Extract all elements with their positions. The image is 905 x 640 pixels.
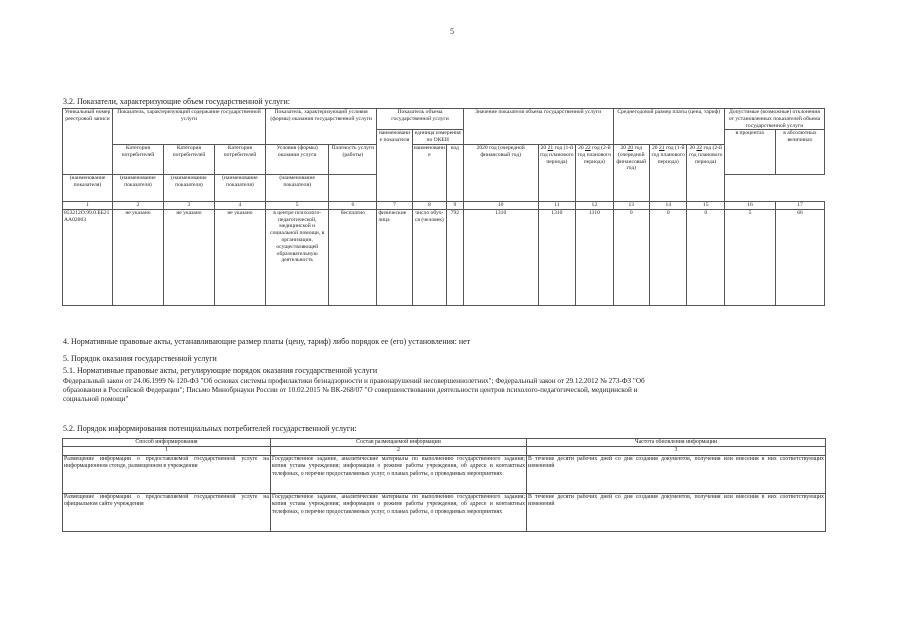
- cell-frequency: В течение десяти рабочих дней со дня создания документов, получения или внесения в них соответствующих изменений: [527, 455, 826, 493]
- header-fee-current: 20 20 год (очередной финансовый год): [613, 144, 649, 201]
- header-payment: Платность услуги (работы): [329, 144, 377, 174]
- header-ind-name-3: (наименование показателя): [163, 174, 214, 201]
- cell-cat2: не указано: [163, 209, 214, 305]
- cell-fee-2021: 0: [650, 209, 687, 305]
- cell-payment: бесплатно: [329, 209, 377, 305]
- col-num: 2: [271, 447, 527, 455]
- header-ind-name-2: (наименование показателя): [112, 174, 163, 201]
- col-num: 10: [463, 201, 538, 209]
- header-content: Состав размещаемой информации: [271, 439, 527, 447]
- header-unit: единица измерения по ОКЕИ: [412, 130, 463, 145]
- cell-value-2021: 1310: [538, 209, 575, 305]
- col-num: 14: [650, 201, 687, 209]
- volume-table: [62, 108, 825, 306]
- header-unit-code: код: [447, 144, 464, 201]
- laws-line: социальной помощи": [63, 395, 129, 404]
- header-fee-plan1: 20 21 год (1-й год планового периода): [650, 144, 687, 201]
- cell-content: Государственное задание, аналитические материалы по выполнению государственного задания; копия устава учреждения; информация о режиме работы учреждения, об адресе и контактных телефонах, о перечне предоставляемых услуг, о планах работы, о проводимых мероприятиях: [271, 493, 527, 531]
- header-cat3: Категория потребителей: [214, 144, 265, 174]
- laws-line: Федеральный закон от 24.06.1999 № 120-ФЗ "Об основах системы профилактики безнадзорности и правонарушений несовершеннолетних"; Федеральный закон от 29.12.2012 № 273-ФЗ "Об: [63, 377, 645, 385]
- header-method: Способ информирования: [63, 439, 271, 447]
- header-ind-name-1: (наименование показателя): [63, 174, 113, 201]
- header-fee-plan2: 20 22 год (2-й год планового периода): [687, 144, 725, 201]
- header-percent: в процентах: [724, 130, 775, 175]
- col-num: 17: [775, 201, 824, 209]
- header-absolute: в абсолютных величинах: [775, 130, 824, 175]
- col-num: 9: [447, 201, 464, 209]
- header-deviations: Допустимые (возможные) отклонения от установленных показателей объема государственной услуги: [724, 109, 824, 130]
- header-cat1: Категория потребителей: [112, 144, 163, 174]
- header-ind-name-4: (наименование показателя): [214, 174, 265, 201]
- table-row: [63, 455, 826, 493]
- section-5-1: 5.1. Нормативные правовые акты, регулирующие порядок оказания государственной услуги: [63, 366, 378, 375]
- cell-cat1: не указано: [112, 209, 163, 305]
- table-row: [63, 209, 825, 305]
- header-volume-indicator: Показатель объема государственной услуги: [377, 109, 463, 130]
- cell-value-2022: 1310: [576, 209, 613, 305]
- header-unique-number: Уникальный номер реестровой записи: [63, 109, 113, 175]
- page-number: 5: [450, 27, 454, 36]
- col-num: 16: [724, 201, 775, 209]
- section-4: 4. Нормативные правовые акты, устанавливающие размер платы (цену, тариф) либо порядок ее (его) установления: нет: [63, 337, 471, 346]
- section-5-2: 5.2. Порядок информирования потенциальных потребителей государственной услуги:: [63, 424, 357, 433]
- cell-unit-code: 792: [447, 209, 464, 305]
- cell-frequency: В течение десяти рабочих дней со дня создания документов, получения или внесения в них соответствующих изменений: [527, 493, 826, 531]
- col-num: 2: [112, 201, 163, 209]
- header-unit-name: наименование: [412, 144, 446, 201]
- cell-dev-absolute: 66: [775, 209, 824, 305]
- col-num: 3: [163, 201, 214, 209]
- cell-fee-2020: 0: [613, 209, 649, 305]
- laws-line: образовании в Российской Федерации"; Письмо Минобрнауки России от 10.02.2015 № ВК-268/07 "О совершенствовании деятельности центров психолого-педагогической, медицинской и: [63, 386, 638, 395]
- header-cat2: Категория потребителей: [163, 144, 214, 174]
- col-num: 4: [214, 201, 265, 209]
- cell-method: Размещение информации о предоставляемой государственной услуге на официальном сайте учреждения: [63, 493, 271, 531]
- header-avg-fee: Среднегодовой размер платы (цена, тариф): [613, 109, 724, 145]
- col-num: 5: [265, 201, 328, 209]
- col-num: 1: [63, 201, 113, 209]
- section-3-2-title: 3.2. Показатели, характеризующие объем государственной услуги:: [63, 97, 290, 106]
- header-cond-form: Условия (формы) оказания услуги: [265, 144, 328, 174]
- info-table: [62, 438, 826, 532]
- col-num: 11: [538, 201, 575, 209]
- col-num: 1: [63, 447, 271, 455]
- header-ind-name-5: (наименование показателя): [265, 174, 328, 201]
- header-year-plan1: 20 21 год (1-й год планового периода): [538, 144, 575, 201]
- cell-dev-percent: 5: [724, 209, 775, 305]
- column-number-row: [63, 201, 825, 209]
- cell-fee-2022: 0: [687, 209, 725, 305]
- header-volume-value: Значение показателя объема государственной услуги: [463, 109, 613, 145]
- col-num: 8: [412, 201, 446, 209]
- header-year-plan2: 20 22 год (2-й год планового периода): [576, 144, 613, 201]
- header-indicator-name: наименование показателя: [377, 130, 412, 202]
- col-num: 13: [613, 201, 649, 209]
- header-content-indicator: Показатель, характеризующий содержание государственной услуги: [112, 109, 265, 145]
- cell-unit-name: число обуч-ся (человек): [412, 209, 446, 305]
- cell-content: Государственное задание, аналитические материалы по выполнению государственного задания; копия устава учреждения; информация о режиме работы учреждения, об адресе и контактных телефонах, о перечне предоставляемых услуг, о планах работы, о проводимых мероприятиях: [271, 455, 527, 493]
- header-condition-indicator: Показатель, характеризующий условия (формы) оказания государственной услуги: [265, 109, 376, 145]
- header-year-current: 2020 год (очередной финансовый год): [463, 144, 538, 201]
- header-frequency: Частота обновления информации: [527, 439, 826, 447]
- cell-condition: в центре психолого-педагогической, медицинской и социальной помощи, в организации, осуществляющей образовательную деятельность: [265, 209, 328, 305]
- col-num: 6: [329, 201, 377, 209]
- cell-indicator: физические лица: [377, 209, 412, 305]
- section-5: 5. Порядок оказания государственной услуги: [63, 354, 217, 363]
- col-num: 12: [576, 201, 613, 209]
- cell-value-2020: 1310: [463, 209, 538, 305]
- cell-cat3: не указано: [214, 209, 265, 305]
- table-row: [63, 493, 826, 531]
- col-num: 7: [377, 201, 412, 209]
- col-num: 15: [687, 201, 725, 209]
- registry-code: 853212О.99.0.ББ21АА02003: [63, 209, 113, 305]
- normative-acts: [63, 377, 843, 405]
- cell-method: Размещение информации о предоставляемой государственной услуге на информационном стенде, размещенном в учреждении: [63, 455, 271, 493]
- col-num: 3: [527, 447, 826, 455]
